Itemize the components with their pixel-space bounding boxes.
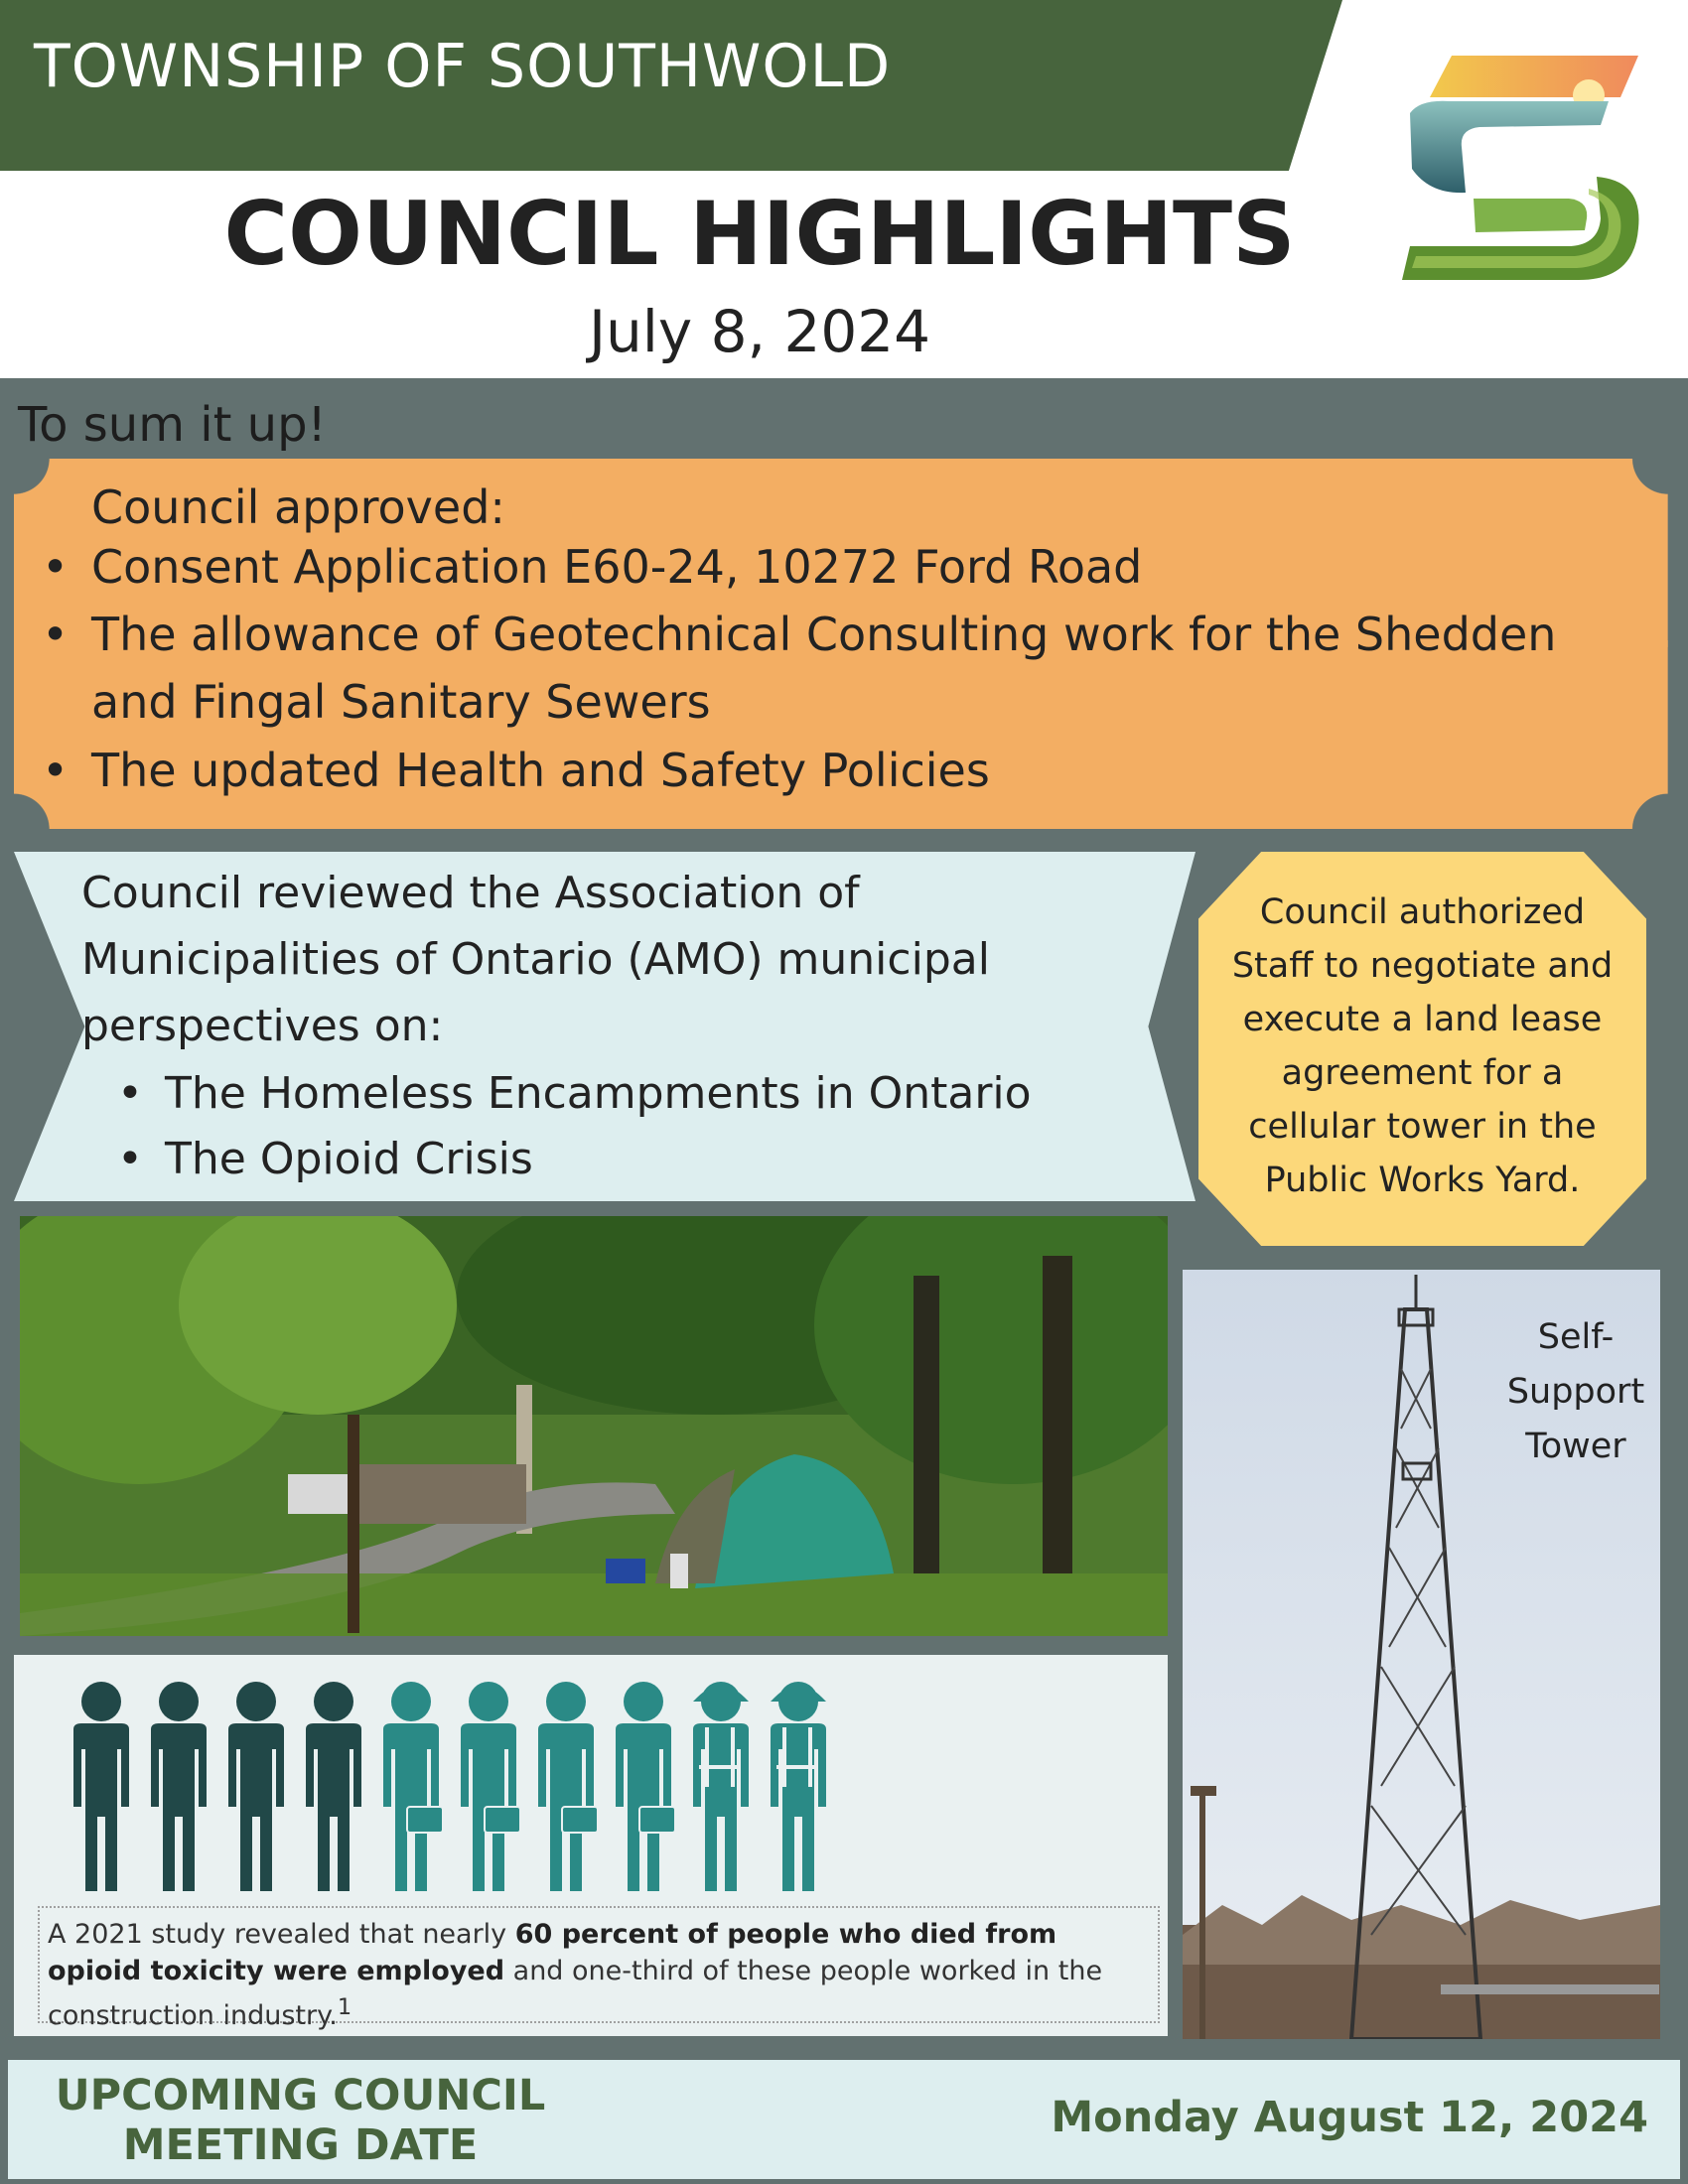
caption-text: A 2021 study revealed that nearly <box>48 1919 515 1950</box>
authorized-line: agreement for a <box>1281 1053 1564 1093</box>
authorized-line: execute a land lease <box>1242 1000 1603 1039</box>
page-title: COUNCIL HIGHLIGHTS <box>223 183 1296 285</box>
authorized-line: Council authorized <box>1259 892 1586 932</box>
people-workers-icon <box>60 1678 1092 1901</box>
tower-label-line: Support <box>1506 1372 1645 1412</box>
reviewed-intro <box>81 860 990 1059</box>
upcoming-label-line: MEETING DATE <box>122 2120 479 2170</box>
reviewed-intro-line: Municipalities of Ontario (AMO) municipal <box>81 934 990 985</box>
tower-label-line: Tower <box>1525 1427 1626 1466</box>
reviewed-item: • The Opioid Crisis <box>165 1126 533 1192</box>
authorized-text <box>1198 886 1646 1207</box>
organization-name: TOWNSHIP OF SOUTHWOLD <box>34 32 892 101</box>
summary-heading: To sum it up! <box>18 397 327 453</box>
opioid-study-caption <box>38 1906 1160 2031</box>
upcoming-meeting-date: Monday August 12, 2024 <box>1051 2093 1648 2142</box>
meeting-date: July 8, 2024 <box>588 298 931 365</box>
encampment-photo <box>20 1216 1168 1636</box>
tower-label-line: Self- <box>1537 1317 1615 1357</box>
authorized-line: Public Works Yard. <box>1264 1160 1581 1200</box>
approved-item: • Consent Application E60-24, 10272 Ford Road <box>91 533 1142 601</box>
caption-text: and one-third of these people worked in the construction industry. <box>48 1956 1103 2031</box>
approved-heading: Council approved: <box>91 480 505 534</box>
approved-item: • The updated Health and Safety Policies <box>91 737 990 804</box>
upcoming-label-line: UPCOMING COUNCIL <box>55 2071 546 2120</box>
approved-item-continuation: and Fingal Sanitary Sewers <box>91 675 711 729</box>
tower-label <box>1481 1310 1670 1474</box>
upcoming-meeting-label <box>30 2071 571 2170</box>
reviewed-intro-line: perspectives on: <box>81 1001 444 1051</box>
approved-item: • The allowance of Geotechnical Consulting work for the Shedden <box>91 601 1556 668</box>
reviewed-item: • The Homeless Encampments in Ontario <box>165 1060 1032 1127</box>
reviewed-intro-line: Council reviewed the Association of <box>81 868 860 918</box>
caption-emphasis: 60 percent of people who died from opioid toxicity were employed <box>48 1919 1057 1986</box>
authorized-line: cellular tower in the <box>1248 1107 1597 1147</box>
authorized-line: Staff to negotiate and <box>1231 946 1614 986</box>
caption-footnote: 1 <box>337 1994 352 2020</box>
